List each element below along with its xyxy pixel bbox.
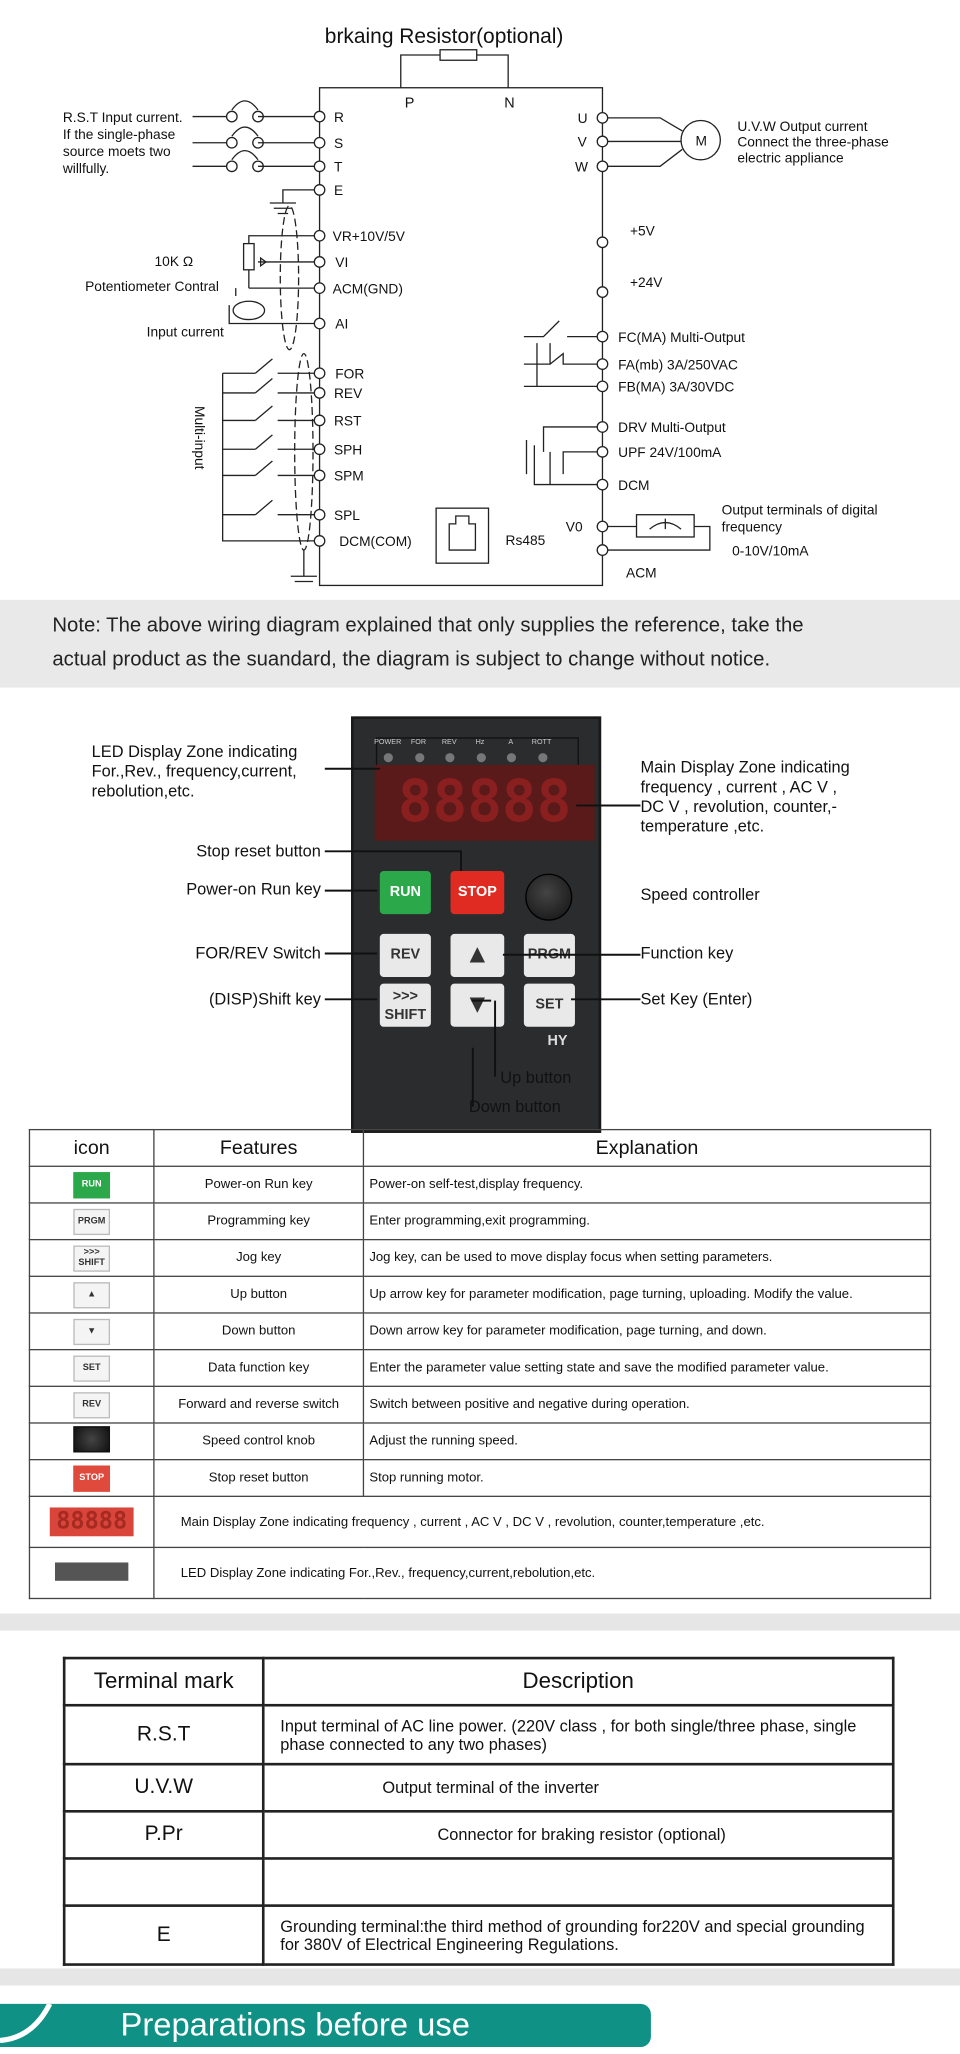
table-row [29, 1240, 930, 1277]
feature-name: Programming key [154, 1203, 364, 1240]
prgm-button[interactable]: PRGM [524, 934, 575, 977]
feature-explanation: Enter the parameter value setting state and save the modified parameter value. [363, 1350, 930, 1387]
label-n: N [504, 95, 515, 112]
led-label: Hz [475, 738, 485, 747]
table-row: U.V.W Output terminal of the inverter [64, 1764, 893, 1811]
svg-text:+5V: +5V [629, 223, 655, 239]
table-row: P.Pr Connector for braking resistor (optional) [64, 1811, 893, 1858]
table-header: Terminal mark Description [64, 1658, 893, 1705]
set-button[interactable]: SET [524, 984, 575, 1027]
svg-text:SPM: SPM [333, 468, 364, 484]
up-arrow-icon: ▲ [464, 940, 491, 970]
callout-function: Function key [640, 944, 734, 963]
wiring-diagram [0, 0, 960, 596]
svg-text:ACM(GND): ACM(GND) [332, 281, 403, 297]
left-terminal-labels [333, 110, 412, 549]
svg-text:ACM: ACM [626, 565, 657, 581]
table-row: R.S.T Input terminal of AC line power. (220V class , for both single/three phase, single phase connected to any two phases) [64, 1705, 893, 1764]
callout-up: Up button [500, 1068, 572, 1088]
key-icon: ▲ [73, 1282, 110, 1308]
svg-text:FC(MA) Multi-Output: FC(MA) Multi-Output [618, 329, 746, 345]
table-row [29, 1203, 930, 1240]
feature-name: Data function key [154, 1350, 364, 1387]
led-label: REV [441, 738, 457, 747]
table-row [29, 1460, 930, 1497]
output-note: U.V.W Output current Connect the three-phase electric appliance [737, 118, 889, 166]
knob-icon [73, 1426, 110, 1452]
terminal-table [63, 1657, 895, 1966]
key-icon: PRGM [73, 1208, 110, 1234]
led-label: ROTT [531, 738, 552, 747]
feature-explanation: Up arrow key for parameter modification, page turning, uploading. Modify the value. [363, 1276, 930, 1313]
main-display-icon: 88888 [50, 1507, 134, 1536]
feature-explanation: Down arrow key for parameter modification, page turning, and down. [363, 1313, 930, 1350]
freq-note: Output terminals of digital frequency 0-10V/10mA [721, 502, 878, 559]
key-icon: SET [73, 1355, 110, 1381]
feature-explanation: Power-on self-test,display frequency. [363, 1166, 930, 1203]
svg-text:V: V [577, 134, 587, 150]
table-row [29, 1276, 930, 1313]
pot-label: Potentiometer Contral [85, 278, 219, 294]
svg-text:Rs485: Rs485 [505, 532, 546, 548]
svg-text:+24V: +24V [629, 274, 663, 290]
svg-text:FA(mb) 3A/250VAC: FA(mb) 3A/250VAC [618, 357, 738, 373]
feature-explanation: Main Display Zone indicating frequency , current , AC V , DC V , revolution, counter,temperature ,etc. [154, 1496, 931, 1547]
callout-speed: Speed controller [640, 885, 760, 904]
table-row: E Grounding terminal:the third method of grounding for220V and special grounding for 380V of Electrical Engineering Regulations. [64, 1906, 893, 1965]
svg-text:U: U [577, 111, 588, 127]
svg-text:S: S [333, 135, 344, 151]
svg-text:E: E [333, 183, 344, 199]
svg-text:FOR: FOR [335, 366, 365, 382]
right-terminal-labels [506, 111, 746, 580]
divider-band [0, 1614, 960, 1631]
shift-key-icon: >>> SHIFT [73, 1245, 110, 1271]
svg-text:AI: AI [335, 316, 349, 332]
feature-explanation: Adjust the running speed. [363, 1423, 930, 1460]
key-icon: REV [73, 1392, 110, 1418]
table-row [64, 1858, 893, 1905]
rev-button[interactable]: REV [380, 934, 431, 977]
input-current-label: Input current [146, 324, 224, 340]
svg-text:RST: RST [333, 413, 362, 429]
svg-text:V0: V0 [565, 519, 583, 535]
key-icon: RUN [73, 1172, 110, 1198]
divider-band [0, 1968, 960, 1985]
led-label: FOR [410, 738, 427, 747]
key-icon: ▼ [73, 1318, 110, 1344]
svg-text:VI: VI [335, 255, 349, 271]
callout-forrev: FOR/REV Switch [195, 944, 321, 963]
led-strip-icon [55, 1562, 128, 1580]
callout-stop: Stop reset button [196, 842, 321, 861]
table-row [29, 1496, 930, 1547]
feature-explanation: Jog key, can be used to move display focus when setting parameters. [363, 1240, 930, 1277]
table-row [29, 1313, 930, 1350]
run-button[interactable]: RUN [380, 871, 431, 914]
callout-set: Set Key (Enter) [640, 990, 753, 1009]
svg-text:DCM: DCM [618, 477, 650, 493]
key-icon: STOP [73, 1465, 110, 1491]
brand-label: HY [547, 1033, 568, 1050]
svg-text:SPL: SPL [333, 507, 360, 523]
callout-main-zone: Main Display Zone indicating frequency , current , AC V , DC V , revolution, counter,- temperature ,etc. [640, 758, 850, 836]
svg-text:DCM(COM): DCM(COM) [339, 534, 412, 550]
table-row [29, 1386, 930, 1423]
led-label: POWER [374, 738, 402, 747]
feature-name: Jog key [154, 1240, 364, 1277]
diagram-title: brkaing Resistor(optional) [324, 25, 564, 49]
feature-explanation: Switch between positive and negative during operation. [363, 1386, 930, 1423]
svg-text:M: M [695, 133, 707, 149]
table-row [29, 1166, 930, 1203]
table-header: icon Features Explanation [29, 1130, 930, 1167]
feature-explanation: LED Display Zone indicating For.,Rev., frequency,current,rebolution,etc. [154, 1547, 931, 1598]
table-row [29, 1547, 930, 1598]
features-table [29, 1129, 931, 1599]
svg-text:VR+10V/5V: VR+10V/5V [332, 228, 405, 244]
svg-text:DRV Multi-Output: DRV Multi-Output [618, 420, 726, 436]
callout-run: Power-on Run key [186, 880, 321, 899]
feature-name: Power-on Run key [154, 1166, 364, 1203]
main-display: 88888 [375, 765, 595, 841]
feature-name: Stop reset button [154, 1460, 364, 1497]
down-arrow-icon: ▼ [464, 990, 491, 1019]
feature-name: Down button [154, 1313, 364, 1350]
svg-text:R: R [333, 109, 344, 125]
disclaimer-note: Note: The above wiring diagram explained that only supplies the reference, take the actual product as the suandard, the diagram is subject to change without notice. [0, 600, 960, 688]
banner-swoosh-icon [0, 2004, 79, 2047]
callout-shift: (DISP)Shift key [208, 990, 321, 1009]
resistor-value: 10K Ω [154, 253, 194, 269]
feature-name: Up button [154, 1276, 364, 1313]
callout-down: Down button [468, 1097, 561, 1116]
input-note: R.S.T Input current. If the single-phase source moets two willfully. [62, 109, 183, 176]
svg-text:UPF 24V/100mA: UPF 24V/100mA [618, 445, 722, 461]
stop-button[interactable]: STOP [451, 871, 505, 914]
callout-led-zone: LED Display Zone indicating For.,Rev., frequency,current, rebolution,etc. [91, 742, 298, 801]
section-banner [0, 2004, 651, 2047]
label-p: P [404, 95, 415, 112]
svg-text:W: W [574, 159, 588, 175]
feature-name: Speed control knob [154, 1423, 364, 1460]
svg-text:T: T [333, 159, 343, 175]
banner-title: Preparations before use [120, 2006, 470, 2044]
led-label: A [508, 738, 514, 747]
feature-name: Forward and reverse switch [154, 1386, 364, 1423]
svg-text:SPH: SPH [333, 442, 363, 458]
table-row [29, 1350, 930, 1387]
feature-explanation: Stop running motor. [363, 1460, 930, 1497]
table-row [29, 1423, 930, 1460]
braking-resistor [440, 50, 477, 60]
feature-explanation: Enter programming,exit programming. [363, 1203, 930, 1240]
shift-button[interactable]: >>> SHIFT [380, 984, 431, 1027]
svg-text:REV: REV [333, 386, 363, 402]
svg-text:FB(MA) 3A/30VDC: FB(MA) 3A/30VDC [618, 379, 735, 395]
multi-input-label: Multi-input [192, 406, 208, 470]
